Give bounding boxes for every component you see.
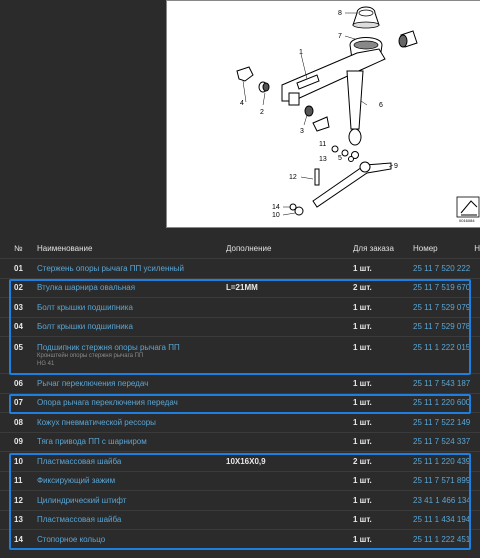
cell-addition: [226, 259, 353, 279]
cell-addition: [226, 393, 353, 413]
cell-extra: [471, 471, 480, 491]
cell-part-number-text[interactable]: 25 11 7 522 149: [413, 417, 471, 427]
drawing-id: 0016084: [459, 218, 475, 223]
cell-name[interactable]: [37, 471, 226, 491]
cell-qty-text: 1 шт.: [353, 343, 372, 352]
cell-no-text: 04: [14, 322, 23, 332]
table-row[interactable]: [0, 530, 480, 550]
callout-10: 10: [272, 212, 280, 219]
header-qty: Для заказа: [353, 243, 394, 253]
cell-qty-text: 1 шт.: [353, 302, 372, 312]
cell-name[interactable]: [37, 259, 226, 279]
cell-name-text[interactable]: Болт крышки подшипника: [37, 322, 133, 332]
cell-qty: [353, 298, 413, 318]
cell-qty-text: 1 шт.: [353, 322, 372, 332]
cell-qty: [353, 278, 413, 298]
cell-part-number[interactable]: [413, 317, 471, 337]
cell-part-number[interactable]: [413, 298, 471, 318]
cell-no-text: 01: [14, 263, 23, 273]
cell-addition: [226, 278, 353, 298]
cell-extra: [471, 278, 480, 298]
callout-13: 13: [319, 156, 327, 163]
cell-no-text: 08: [14, 417, 23, 427]
cell-name[interactable]: [37, 298, 226, 318]
header-addition: Дополнение: [226, 243, 272, 253]
cell-qty: [353, 374, 413, 394]
cell-no: [0, 317, 37, 337]
callout-14: 14: [272, 204, 280, 211]
cell-name-text[interactable]: Подшипник стержня опоры рычага ПП: [37, 343, 180, 352]
cell-qty-text: 1 шт.: [353, 398, 372, 408]
cell-part-number-text[interactable]: 25 11 7 524 337: [413, 437, 471, 447]
table-row[interactable]: [0, 374, 480, 394]
cell-no-text: 03: [14, 302, 23, 312]
callout-6: 6: [379, 102, 383, 109]
cell-no: [0, 298, 37, 318]
cell-no: [0, 530, 37, 550]
table-row[interactable]: [0, 510, 480, 530]
table-row[interactable]: [0, 491, 480, 511]
cell-part-number-text[interactable]: 25 11 7 543 187: [413, 378, 471, 388]
cell-name[interactable]: [37, 491, 226, 511]
cell-qty-text: 2 шт.: [353, 456, 372, 466]
parts-table-body: [0, 259, 480, 550]
callout-1: 1: [299, 49, 303, 56]
cell-qty: [353, 337, 413, 374]
cell-part-number[interactable]: [413, 491, 471, 511]
cell-qty: [353, 317, 413, 337]
cell-no: [0, 374, 37, 394]
cell-addition: [226, 510, 353, 530]
cell-qty: [353, 471, 413, 491]
cell-part-number[interactable]: [413, 393, 471, 413]
cell-part-number-text[interactable]: 25 11 7 571 899: [413, 476, 471, 486]
callout-8: 8: [338, 10, 342, 17]
header-number: Номер: [413, 243, 438, 253]
table-row[interactable]: [0, 337, 480, 374]
cell-extra: [471, 393, 480, 413]
cell-no: [0, 491, 37, 511]
cell-extra: [471, 374, 480, 394]
cell-name-text[interactable]: Опора рычага переключения передач: [37, 398, 178, 408]
cell-qty-text: 2 шт.: [353, 283, 372, 293]
cell-part-number-text[interactable]: 23 41 1 466 134: [413, 495, 471, 505]
cell-name[interactable]: [37, 317, 226, 337]
cell-extra: [471, 259, 480, 279]
header-no: №: [14, 243, 23, 253]
callout-2: 2: [260, 109, 264, 116]
cell-extra: [471, 432, 480, 452]
cell-no: [0, 278, 37, 298]
table-header-row: [0, 238, 480, 259]
parts-drawing: [167, 1, 480, 227]
cell-no: [0, 337, 37, 374]
cell-name[interactable]: [37, 374, 226, 394]
cell-part-number[interactable]: [413, 337, 471, 374]
cell-part-number-text[interactable]: 25 11 7 519 670: [413, 283, 471, 293]
cell-addition: [226, 298, 353, 318]
cell-no: [0, 510, 37, 530]
cell-name[interactable]: [37, 393, 226, 413]
cell-addition: [226, 471, 353, 491]
cell-name-text[interactable]: Кожух пневматической рессоры: [37, 417, 156, 427]
cell-no: [0, 432, 37, 452]
cell-name-subtext: HG 41: [37, 361, 55, 367]
cell-addition: [226, 530, 353, 550]
callout-4: 4: [240, 100, 244, 107]
cell-addition: [226, 413, 353, 433]
cell-no: [0, 393, 37, 413]
table-row[interactable]: [0, 393, 480, 413]
cell-name-text[interactable]: Стопорное кольцо: [37, 535, 106, 544]
header-extra: Н: [474, 243, 480, 253]
table-row[interactable]: [0, 259, 480, 279]
cell-name-text[interactable]: Пластмассовая шайба: [37, 515, 122, 525]
cell-extra: [471, 413, 480, 433]
cell-extra: [471, 530, 480, 550]
cell-qty: [353, 452, 413, 472]
cell-qty-text: 1 шт.: [353, 437, 372, 447]
cell-qty: [353, 432, 413, 452]
cell-name[interactable]: [37, 337, 226, 374]
cell-name[interactable]: [37, 432, 226, 452]
cell-no-text: 09: [14, 437, 23, 447]
cell-qty: [353, 491, 413, 511]
table-row[interactable]: [0, 298, 480, 318]
cell-part-number[interactable]: [413, 278, 471, 298]
cell-addition-text: L=21MM: [226, 283, 258, 293]
cell-qty: [353, 510, 413, 530]
cell-addition: [226, 337, 353, 374]
cell-part-number-text[interactable]: 25 11 1 220 439: [413, 456, 471, 466]
cell-no-text: 06: [14, 378, 23, 388]
cell-no-text: 12: [14, 495, 23, 505]
callout-11: 11: [319, 141, 327, 148]
cell-part-number[interactable]: [413, 510, 471, 530]
cell-qty-text: 1 шт.: [353, 263, 372, 273]
cell-qty-text: 1 шт.: [353, 495, 372, 505]
cell-addition: [226, 374, 353, 394]
cell-part-number[interactable]: [413, 374, 471, 394]
cell-no: [0, 452, 37, 472]
cell-qty-text: 1 шт.: [353, 378, 372, 388]
cell-extra: [471, 317, 480, 337]
cell-name-text[interactable]: Болт крышки подшипника: [37, 302, 133, 312]
diagram-area: [0, 0, 480, 228]
callout-9: 9: [394, 163, 398, 170]
cell-addition: [226, 432, 353, 452]
cell-qty-text: 1 шт.: [353, 535, 372, 544]
cell-qty-text: 1 шт.: [353, 476, 372, 486]
cell-extra: [471, 298, 480, 318]
callout-5: 5: [338, 155, 342, 162]
table-row[interactable]: [0, 413, 480, 433]
cell-name-text[interactable]: Фиксирующий зажим: [37, 476, 116, 486]
table-row[interactable]: [0, 432, 480, 452]
cell-no-text: 11: [14, 476, 23, 486]
cell-qty: [353, 259, 413, 279]
cell-part-number[interactable]: [413, 413, 471, 433]
cell-name-text[interactable]: Втулка шарнира овальная: [37, 283, 136, 293]
callout-12: 12: [289, 174, 297, 181]
cell-part-number-text[interactable]: 25 11 1 434 194: [413, 515, 471, 525]
cell-no-text: 02: [14, 283, 23, 293]
cell-qty-text: 1 шт.: [353, 417, 372, 427]
cell-extra: [471, 452, 480, 472]
table-row[interactable]: [0, 278, 480, 298]
cell-no-text: 14: [14, 535, 23, 544]
cell-name[interactable]: [37, 530, 226, 550]
cell-name[interactable]: [37, 413, 226, 433]
cell-part-number-text[interactable]: 25 11 1 222 015: [413, 343, 471, 352]
cell-name[interactable]: [37, 510, 226, 530]
cell-qty: [353, 413, 413, 433]
cell-addition: [226, 452, 353, 472]
cell-qty: [353, 393, 413, 413]
cell-extra: [471, 510, 480, 530]
table-row[interactable]: [0, 471, 480, 491]
cell-no: [0, 259, 37, 279]
cell-addition: [226, 317, 353, 337]
cell-part-number[interactable]: [413, 471, 471, 491]
cell-no-text: 05: [14, 343, 23, 352]
cell-addition-text: 10X16X0,9: [226, 456, 266, 466]
cell-no: [0, 413, 37, 433]
cell-no-text: 10: [14, 456, 23, 466]
cell-qty-text: 1 шт.: [353, 515, 372, 525]
table-row[interactable]: [0, 452, 480, 472]
cell-part-number[interactable]: [413, 432, 471, 452]
table-row[interactable]: [0, 317, 480, 337]
cell-name[interactable]: [37, 452, 226, 472]
parts-table: [0, 238, 480, 549]
cell-qty: [353, 530, 413, 550]
cell-name-text[interactable]: Пластмассовая шайба: [37, 456, 122, 466]
cell-extra: [471, 337, 480, 374]
cell-name[interactable]: [37, 278, 226, 298]
cell-no: [0, 471, 37, 491]
cell-name-text[interactable]: Тяга привода ПП с шарниром: [37, 437, 147, 447]
cell-addition: [226, 491, 353, 511]
cell-name-text[interactable]: Стержень опоры рычага ПП усиленный: [37, 263, 185, 273]
cell-extra: [471, 491, 480, 511]
cell-name-subtext: Кронштейн опоры стержня рычага ПП: [37, 353, 144, 359]
callout-3: 3: [300, 128, 304, 135]
cell-part-number[interactable]: [413, 259, 471, 279]
cell-name-text[interactable]: Цилиндрический штифт: [37, 495, 127, 505]
cell-part-number-text[interactable]: 25 11 7 529 079: [413, 302, 471, 312]
cell-part-number[interactable]: [413, 530, 471, 550]
cell-part-number-text[interactable]: 25 11 1 222 451: [413, 535, 471, 544]
cell-part-number-text[interactable]: 25 11 7 520 222: [413, 263, 471, 273]
cell-part-number[interactable]: [413, 452, 471, 472]
cell-part-number-text[interactable]: 25 11 1 220 600: [413, 398, 471, 408]
cell-part-number-text[interactable]: 25 11 7 529 078: [413, 322, 471, 332]
exploded-parts-diagram: [166, 0, 480, 228]
cell-name-text[interactable]: Рычаг переключения передач: [37, 378, 149, 388]
header-name: Наименование: [37, 243, 93, 253]
cell-no-text: 07: [14, 398, 23, 408]
cell-no-text: 13: [14, 515, 23, 525]
callout-7: 7: [338, 33, 342, 40]
